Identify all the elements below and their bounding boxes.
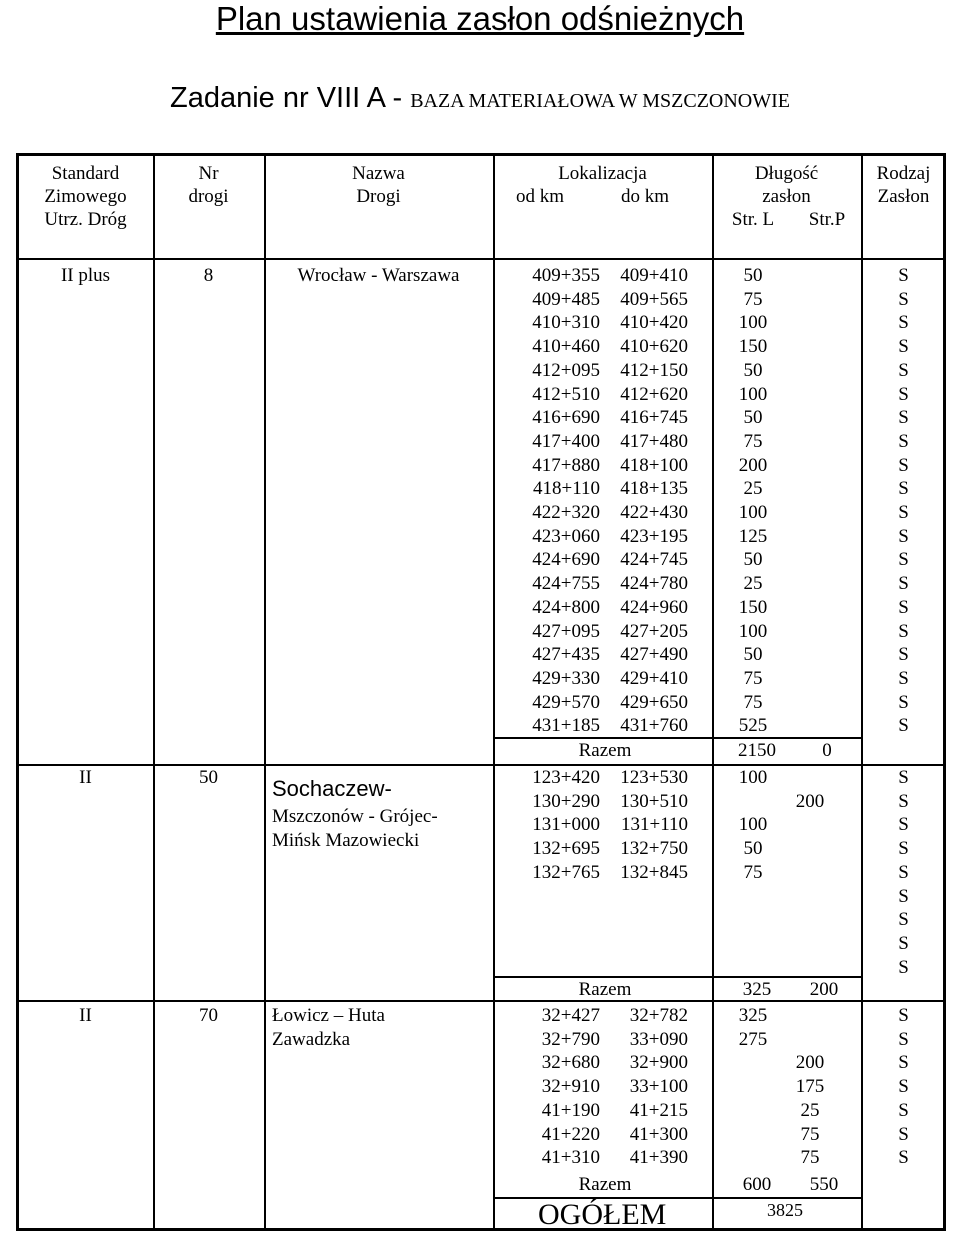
km-from: 424+755 bbox=[532, 573, 600, 595]
length-right: 25 bbox=[800, 1099, 820, 1121]
km-to: 409+565 bbox=[620, 288, 688, 310]
km-from: 423+060 bbox=[532, 525, 600, 547]
km-to: 131+110 bbox=[620, 814, 688, 836]
km-from: 41+190 bbox=[541, 1099, 600, 1121]
section-standard: II plus bbox=[60, 265, 111, 286]
zaslon-type: S bbox=[898, 478, 909, 500]
page-title: Plan ustawienia zasłon odśnieżnych bbox=[215, 0, 745, 37]
length-left: 275 bbox=[738, 1028, 768, 1050]
km-to: 409+410 bbox=[620, 265, 688, 286]
length-left: 50 bbox=[743, 265, 763, 286]
km-to: 130+510 bbox=[620, 790, 688, 812]
km-from: 418+110 bbox=[532, 478, 600, 500]
header-str-l: Str. L bbox=[731, 209, 775, 230]
grid-hline bbox=[18, 258, 946, 260]
zaslon-type: S bbox=[898, 814, 909, 836]
zaslon-type: S bbox=[898, 1099, 909, 1121]
length-left: 75 bbox=[743, 667, 763, 689]
length-left: 75 bbox=[743, 861, 763, 883]
zaslon-type: S bbox=[898, 1076, 909, 1098]
length-left: 25 bbox=[743, 573, 763, 595]
length-left: 100 bbox=[738, 312, 768, 334]
zaslon-type: S bbox=[898, 1052, 909, 1074]
zaslon-type: S bbox=[898, 596, 909, 618]
length-left: 75 bbox=[743, 430, 763, 452]
header-dlugosc-line: Długość bbox=[754, 163, 819, 184]
km-to: 431+760 bbox=[620, 715, 688, 737]
grid-vline bbox=[712, 764, 714, 1000]
grid-vline bbox=[264, 155, 266, 1229]
zaslon-type: S bbox=[898, 1028, 909, 1050]
section-nr: 50 bbox=[199, 767, 218, 788]
km-to: 41+390 bbox=[629, 1147, 688, 1169]
section-nr: 8 bbox=[203, 265, 214, 286]
km-from: 429+570 bbox=[532, 691, 600, 713]
length-left: 100 bbox=[738, 502, 768, 523]
header-standard-line: Zimowego bbox=[44, 186, 127, 207]
header-rodzaj-line: Rodzaj bbox=[876, 163, 931, 184]
km-to: 410+620 bbox=[620, 336, 688, 358]
km-to: 416+745 bbox=[620, 407, 688, 429]
km-from: 131+000 bbox=[532, 814, 600, 836]
km-from: 416+690 bbox=[532, 407, 600, 429]
km-to: 422+430 bbox=[620, 502, 688, 523]
length-left: 75 bbox=[743, 691, 763, 713]
km-from: 409+355 bbox=[532, 265, 600, 286]
km-from: 424+800 bbox=[532, 596, 600, 618]
grid-vline bbox=[712, 155, 714, 764]
km-to: 418+135 bbox=[620, 478, 688, 500]
length-left: 525 bbox=[738, 715, 768, 737]
km-from: 41+310 bbox=[541, 1147, 600, 1169]
km-to: 41+300 bbox=[629, 1123, 688, 1145]
grid-vline bbox=[493, 764, 495, 1000]
zaslon-type: S bbox=[898, 288, 909, 310]
km-from: 429+330 bbox=[532, 667, 600, 689]
km-from: 427+435 bbox=[532, 644, 600, 666]
km-from: 422+320 bbox=[532, 502, 600, 523]
km-from: 32+790 bbox=[541, 1028, 600, 1050]
km-from: 417+400 bbox=[532, 430, 600, 452]
zaslon-type: S bbox=[898, 644, 909, 666]
section-road-name-line: Mińsk Mazowiecki bbox=[272, 830, 420, 851]
zaslon-type: S bbox=[898, 790, 909, 812]
zaslon-type: S bbox=[898, 549, 909, 571]
section-road-name-line: Zawadzka bbox=[272, 1029, 351, 1050]
length-left: 100 bbox=[738, 620, 768, 642]
zaslon-type: S bbox=[898, 525, 909, 547]
km-from: 410+310 bbox=[532, 312, 600, 334]
zaslon-type: S bbox=[898, 336, 909, 358]
header-standard-line: Utrz. Dróg bbox=[44, 209, 127, 230]
total-right: 0 bbox=[822, 740, 832, 761]
zaslon-type: S bbox=[898, 767, 909, 788]
length-left: 50 bbox=[743, 549, 763, 571]
length-right: 200 bbox=[795, 790, 825, 812]
length-left: 325 bbox=[738, 1005, 768, 1026]
grid-vline bbox=[153, 155, 155, 1229]
zaslon-type: S bbox=[898, 573, 909, 595]
km-to: 123+530 bbox=[620, 767, 688, 788]
km-to: 412+620 bbox=[620, 383, 688, 405]
header-od-km: od km bbox=[515, 186, 565, 207]
total-label: Razem bbox=[578, 740, 632, 761]
length-left: 150 bbox=[738, 336, 768, 358]
zaslon-type: S bbox=[898, 667, 909, 689]
length-left: 50 bbox=[743, 407, 763, 429]
km-from: 417+880 bbox=[532, 454, 600, 476]
km-to: 412+150 bbox=[620, 359, 688, 381]
grand-total-label: OGÓŁEM bbox=[538, 1198, 667, 1231]
total-label: Razem bbox=[578, 979, 632, 1000]
zaslon-type: S bbox=[898, 932, 909, 954]
header-nr-line: Nr bbox=[198, 163, 219, 184]
zaslon-type: S bbox=[898, 407, 909, 429]
km-from: 130+290 bbox=[532, 790, 600, 812]
total-right: 200 bbox=[809, 979, 839, 1000]
section-road-name: Wrocław - Warszawa bbox=[297, 265, 460, 286]
length-left: 50 bbox=[743, 838, 763, 860]
length-left: 50 bbox=[743, 644, 763, 666]
km-to: 427+205 bbox=[620, 620, 688, 642]
grand-total-value: 3825 bbox=[767, 1200, 803, 1220]
km-from: 409+485 bbox=[532, 288, 600, 310]
section-standard: II bbox=[79, 1005, 92, 1026]
km-from: 32+910 bbox=[541, 1076, 600, 1098]
length-right: 175 bbox=[795, 1076, 825, 1098]
length-left: 100 bbox=[738, 814, 768, 836]
zaslon-type: S bbox=[898, 359, 909, 381]
zaslon-type: S bbox=[898, 909, 909, 931]
length-left: 100 bbox=[738, 383, 768, 405]
km-to: 429+410 bbox=[620, 667, 688, 689]
km-to: 33+090 bbox=[629, 1028, 688, 1050]
section-road-name-main: Sochaczew- bbox=[272, 776, 392, 801]
km-to: 417+480 bbox=[620, 430, 688, 452]
km-to: 423+195 bbox=[620, 525, 688, 547]
km-to: 32+782 bbox=[629, 1005, 688, 1026]
km-from: 132+695 bbox=[532, 838, 600, 860]
header-nazwa-line: Drogi bbox=[356, 186, 401, 207]
km-from: 32+427 bbox=[541, 1005, 600, 1026]
total-label: Razem bbox=[578, 1174, 632, 1195]
zaslon-type: S bbox=[898, 265, 909, 286]
zaslon-type: S bbox=[898, 885, 909, 907]
grid-vline bbox=[493, 1000, 495, 1229]
zaslon-type: S bbox=[898, 383, 909, 405]
km-to: 427+490 bbox=[620, 644, 688, 666]
length-left: 125 bbox=[738, 525, 768, 547]
km-to: 424+745 bbox=[620, 549, 688, 571]
km-to: 424+960 bbox=[620, 596, 688, 618]
km-from: 412+510 bbox=[532, 383, 600, 405]
km-to: 132+845 bbox=[620, 861, 688, 883]
section-nr: 70 bbox=[199, 1005, 218, 1026]
length-left: 50 bbox=[743, 359, 763, 381]
km-from: 424+690 bbox=[532, 549, 600, 571]
km-to: 33+100 bbox=[629, 1076, 688, 1098]
zaslon-type: S bbox=[898, 620, 909, 642]
km-to: 132+750 bbox=[620, 838, 688, 860]
km-to: 418+100 bbox=[620, 454, 688, 476]
total-right: 550 bbox=[809, 1174, 839, 1195]
zaslon-type: S bbox=[898, 502, 909, 523]
km-from: 410+460 bbox=[532, 336, 600, 358]
length-right: 200 bbox=[795, 1052, 825, 1074]
grid-vline bbox=[493, 155, 495, 764]
km-from: 412+095 bbox=[532, 359, 600, 381]
length-right: 75 bbox=[800, 1147, 820, 1169]
header-do-km: do km bbox=[620, 186, 670, 207]
length-left: 25 bbox=[743, 478, 763, 500]
page-subtitle: Zadanie nr VIII A - BAZA MATERIAŁOWA W MSZCZONOWIE bbox=[170, 82, 790, 114]
header-nr-line: drogi bbox=[188, 186, 229, 207]
section-road-name-line: Mszczonów - Grójec- bbox=[272, 806, 438, 827]
zaslon-type: S bbox=[898, 715, 909, 737]
km-from: 32+680 bbox=[541, 1052, 600, 1074]
zaslon-type: S bbox=[898, 691, 909, 713]
zaslon-type: S bbox=[898, 312, 909, 334]
km-to: 429+650 bbox=[620, 691, 688, 713]
section-road-name-line: Łowicz – Huta bbox=[272, 1005, 385, 1026]
length-left: 150 bbox=[738, 596, 768, 618]
km-to: 32+900 bbox=[629, 1052, 688, 1074]
zaslon-type: S bbox=[898, 1123, 909, 1145]
total-left: 600 bbox=[742, 1174, 772, 1195]
total-left: 325 bbox=[742, 979, 772, 1000]
zaslon-type: S bbox=[898, 1005, 909, 1026]
km-from: 123+420 bbox=[532, 767, 600, 788]
km-from: 132+765 bbox=[532, 861, 600, 883]
km-from: 41+220 bbox=[541, 1123, 600, 1145]
header-nazwa-line: Nazwa bbox=[352, 163, 405, 184]
length-left: 200 bbox=[738, 454, 768, 476]
total-left: 2150 bbox=[738, 740, 776, 761]
header-dlugosc-line: zasłon bbox=[762, 186, 811, 207]
header-rodzaj-line: Zasłon bbox=[877, 186, 930, 207]
zaslon-type: S bbox=[898, 454, 909, 476]
km-to: 41+215 bbox=[629, 1099, 688, 1121]
length-left: 75 bbox=[743, 288, 763, 310]
zaslon-type: S bbox=[898, 430, 909, 452]
km-from: 431+185 bbox=[532, 715, 600, 737]
section-standard: II bbox=[79, 767, 92, 788]
length-right: 75 bbox=[800, 1123, 820, 1145]
zaslon-type: S bbox=[898, 861, 909, 883]
zaslon-type: S bbox=[898, 956, 909, 978]
km-from: 427+095 bbox=[532, 620, 600, 642]
zaslon-type: S bbox=[898, 1147, 909, 1169]
km-to: 410+420 bbox=[620, 312, 688, 334]
header-standard-line: Standard bbox=[51, 163, 120, 184]
header-lokalizacja: Lokalizacja bbox=[558, 163, 647, 184]
length-left: 100 bbox=[738, 767, 768, 788]
header-str-p: Str.P bbox=[808, 209, 846, 230]
zaslon-type: S bbox=[898, 838, 909, 860]
km-to: 424+780 bbox=[620, 573, 688, 595]
